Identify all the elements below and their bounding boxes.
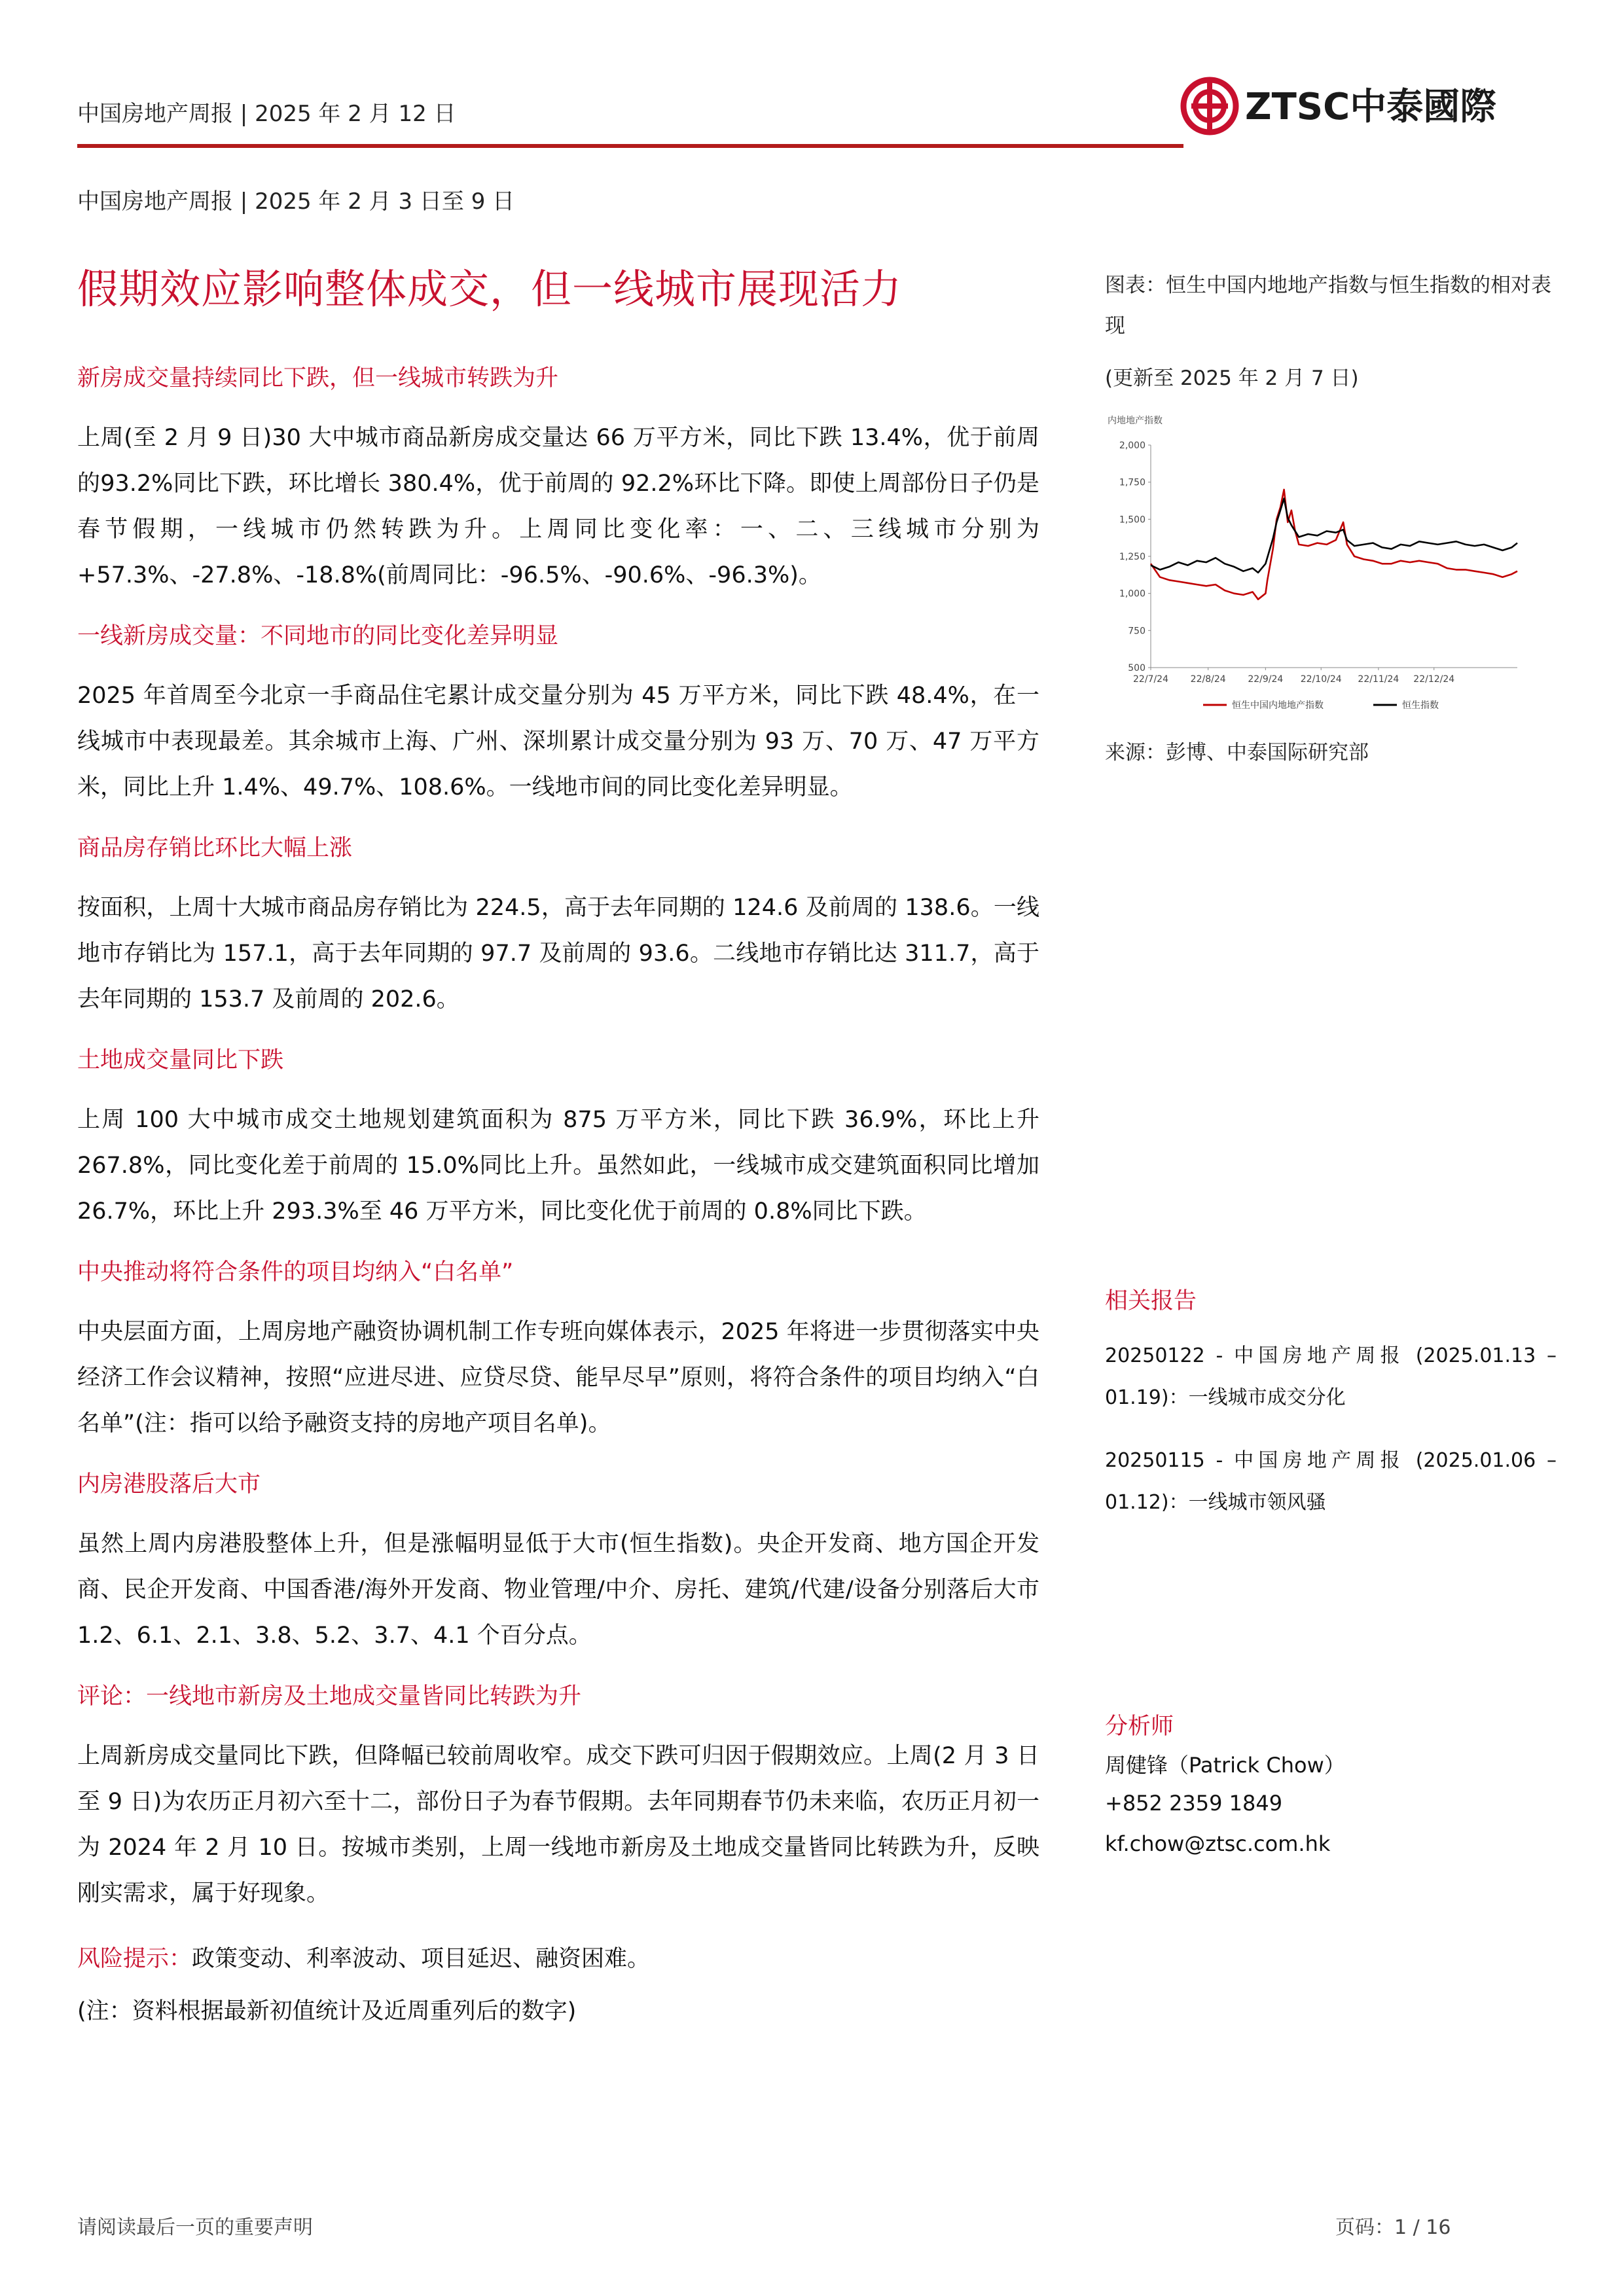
x-tick-label: 22/8/24	[1190, 674, 1226, 685]
section-body: 按面积，上周十大城市商品房存销比为 224.5，高于去年同期的 124.6 及前周的 138.6。一线地市存销比为 157.1，高于去年同期的 97.7 及前周的 93.6。二线地市存销比达 311.7，高于去年同期的 153.7 及前周的 202.6。	[77, 895, 1039, 1013]
legend-label: 恒生指数	[1402, 700, 1439, 711]
ztsc-logo-icon	[1183, 80, 1236, 132]
header-title: 中国房地产周报 | 2025 年 2 月 12 日	[77, 101, 456, 127]
section-body: 上周(至 2 月 9 日)30 大中城市商品新房成交量达 66 万平方米，同比下跌 13.4%，优于前周的93.2%同比下跌，环比增长 380.4%，优于前周的 92.2%环比下降。即使上周部份日子仍是春节假期，一线城市仍然转跌为升。上周同比变化率：一、二、三线城市分别为+57.3%、-27.8%、-18.8%(前周同比：-96.5%、-90.6%、-96.3%)。	[77, 425, 1039, 588]
section-heading: 商品房存销比环比大幅上涨	[77, 835, 353, 861]
analyst-heading: 分析师	[1105, 1713, 1174, 1740]
y-tick-label: 2,000	[1119, 440, 1146, 451]
logo-wordmark: ZTSC中泰國際	[1245, 86, 1497, 128]
risk-label: 风险提示：	[77, 1946, 192, 1972]
chart-legend	[1203, 700, 1439, 711]
section-heading: 评论：一线地市新房及土地成交量皆同比转跌为升	[77, 1683, 582, 1710]
y-tick-label: 750	[1128, 626, 1146, 637]
y-tick-label: 500	[1128, 663, 1146, 673]
analyst-email[interactable]: kf.chow@ztsc.com.hk	[1105, 1831, 1331, 1856]
chart-svg	[1105, 403, 1537, 736]
y-tick-label: 1,250	[1119, 552, 1146, 562]
chart-series	[1151, 490, 1517, 600]
data-note: (注：资料根据最新初值统计及近周重列后的数字)	[77, 1998, 577, 2024]
section-body: 上周 100 大中城市成交土地规划建筑面积为 875 万平方米，同比下跌 36.9%，环比上升 267.8%，同比变化差于前周的 15.0%同比上升。虽然如此，一线城市成交建筑面积同比增加 26.7%，环比上升 293.3%至 46 万平方米，同比变化优于前周的 0.8%同比下跌。	[77, 1107, 1039, 1225]
chart-source: 来源：彭博、中泰国际研究部	[1105, 741, 1369, 764]
y-tick-label: 1,500	[1119, 514, 1146, 526]
disclaimer-note: 请阅读最后一页的重要声明	[77, 2216, 313, 2239]
figure-update-date: (更新至 2025 年 2 月 7 日)	[1105, 367, 1359, 390]
x-tick-label: 22/9/24	[1248, 674, 1284, 685]
report-period: 中国房地产周报 | 2025 年 2 月 3 日至 9 日	[77, 188, 515, 215]
header-divider	[77, 144, 1183, 148]
ztsc-logo	[1178, 73, 1525, 139]
section-heading: 一线新房成交量：不同地市的同比变化差异明显	[77, 623, 559, 649]
sidebar-figure-header	[1105, 265, 1557, 399]
page-number: 页码：1 / 16	[1335, 2216, 1451, 2239]
related-report-link[interactable]: 20250115 - 中国房地产周报 (2025.01.06 – 01.12)：一线城市领风骚	[1105, 1449, 1557, 1514]
related-reports-heading: 相关报告	[1105, 1288, 1197, 1314]
series-line-2	[1151, 499, 1517, 573]
relative-performance-chart	[1105, 403, 1537, 736]
y-axis-label: 内地地产指数	[1108, 416, 1163, 426]
section-heading: 中央推动将符合条件的项目均纳入“白名单”	[77, 1259, 514, 1285]
x-tick-label: 22/10/24	[1300, 674, 1342, 685]
legend-label: 恒生中国内地地产指数	[1232, 700, 1324, 711]
page-title: 假期效应影响整体成交，但一线城市展现活力	[77, 265, 903, 313]
risk-text: 政策变动、利率波动、项目延迟、融资困难。	[192, 1946, 651, 1972]
analyst-name: 周健锋（Patrick Chow）	[1105, 1753, 1345, 1778]
section-body: 虽然上周内房港股整体上升，但是涨幅明显低于大市(恒生指数)。央企开发商、地方国企开发商、民企开发商、中国香港/海外开发商、物业管理/中介、房托、建筑/代建/设备分别落后大市 1.2、6.1、2.1、3.8、5.2、3.7、4.1 个百分点。	[77, 1531, 1039, 1649]
section-body: 上周新房成交量同比下跌，但降幅已较前周收窄。成交下跌可归因于假期效应。上周(2 月 3 日至 9 日)为农历正月初六至十二，部份日子为春节假期。去年同期春节仍未来临，农历正月初一为 2024 年 2 月 10 日。按城市类别，上周一线地市新房及土地成交量皆同比转跌为升，反映刚实需求，属于好现象。	[77, 1743, 1039, 1907]
x-tick-label: 22/7/24	[1133, 674, 1168, 685]
series-line-1	[1151, 490, 1517, 600]
section-body: 中央层面方面，上周房地产融资协调机制工作专班向媒体表示，2025 年将进一步贯彻落实中央经济工作会议精神，按照“应进尽进、应贷尽贷、能早尽早”原则，将符合条件的项目均纳入“白名单”(注：指可以给予融资支持的房地产项目名单)。	[77, 1319, 1039, 1437]
x-tick-label: 22/12/24	[1413, 674, 1455, 685]
section-body: 2025 年首周至今北京一手商品住宅累计成交量分别为 45 万平方米，同比下跌 48.4%，在一线城市中表现最差。其余城市上海、广州、深圳累计成交量分别为 93 万、70 万、47 万平方米，同比上升 1.4%、49.7%、108.6%。一线地市间的同比变化差异明显。	[77, 683, 1039, 800]
x-tick-label: 22/11/24	[1358, 674, 1399, 685]
y-tick-label: 1,000	[1119, 588, 1146, 600]
main-content	[77, 360, 1039, 2054]
analyst-phone: +852 2359 1849	[1105, 1791, 1283, 1816]
section-heading: 内房港股落后大市	[77, 1471, 261, 1498]
related-report-link[interactable]: 20250122 - 中国房地产周报 (2025.01.13 – 01.19)：一线城市成交分化	[1105, 1344, 1557, 1409]
section-heading: 土地成交量同比下跌	[77, 1047, 284, 1073]
figure-caption: 图表：恒生中国内地地产指数与恒生指数的相对表现	[1105, 274, 1551, 338]
section-heading: 新房成交量持续同比下跌，但一线城市转跌为升	[77, 365, 559, 391]
risk-statement	[77, 1936, 1039, 1982]
y-tick-label: 1,750	[1119, 477, 1146, 488]
